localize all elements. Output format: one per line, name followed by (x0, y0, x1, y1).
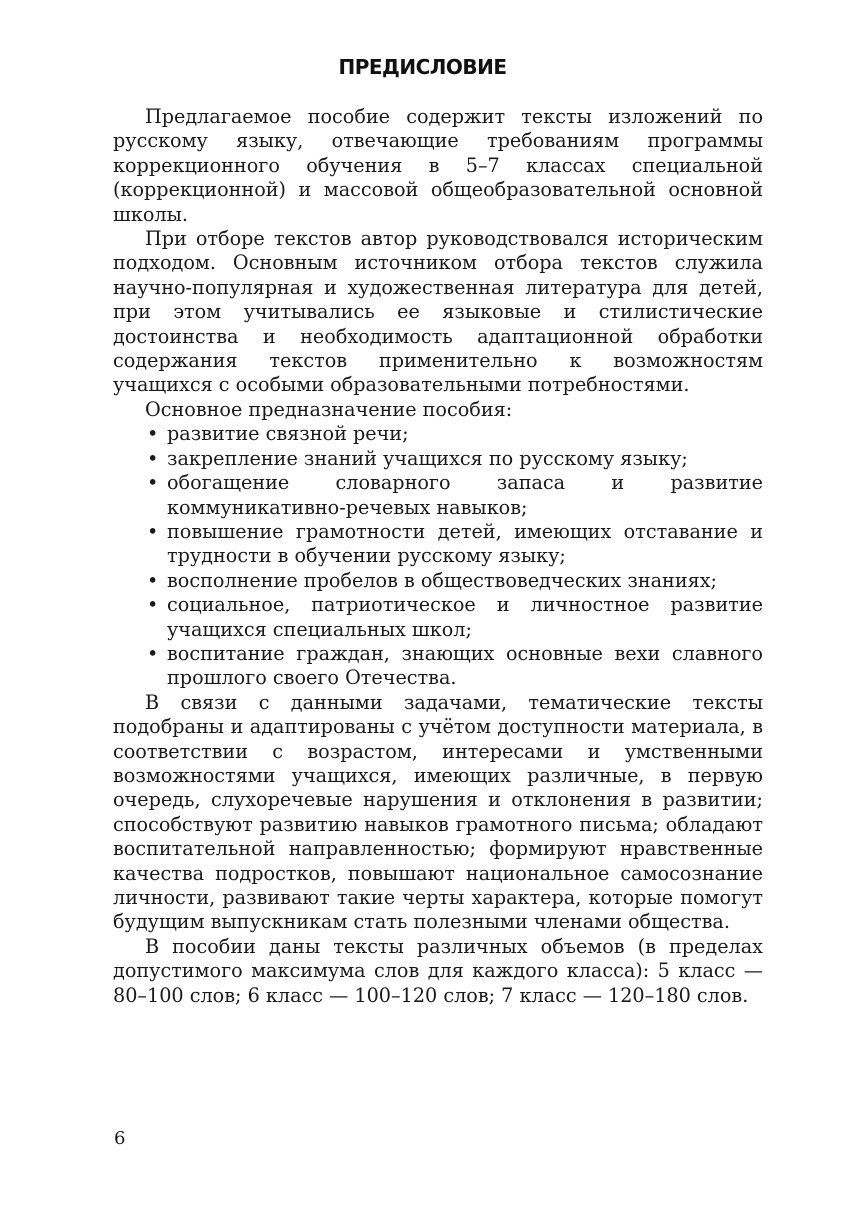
list-item (145, 642, 763, 691)
bullet-icon: • (147, 568, 159, 592)
paragraph-selection: При отборе текстов автор руководствовался историческим подходом. Основным источником отбора текстов служила научно-популярная и художественная литература для детей, при этом учитывались ее языковые и стилистические достоинства и необходимость адаптационной обработки содержания текстов применительно к возможностям учащихся с особыми образовательными потребностями. (113, 227, 763, 397)
document-body (113, 105, 763, 1008)
list-item (145, 593, 763, 642)
bullet-icon: • (147, 422, 159, 446)
list-item-text: закрепление знаний учащихся по русскому языку; (167, 446, 688, 470)
paragraph-adaptation: В связи с данными задачами, тематические тексты подобраны и адаптированы с учётом доступности материала, в соответствии с возрастом, интересами и умственными возможностями учащихся, имеющих различные, в первую очередь, слухоречевые нарушения и отклонения в развитии; способствуют развитию навыков грамотного письма; обладают воспитательной направленностью; формируют нравственные качества подростков, повышают национальное самосознание личности, развивают такие черты характера, которые помогут будущим выпускникам стать полезными членами общества. (113, 690, 763, 934)
paragraph-volumes: В пособии даны тексты различных объемов (в пределах допустимого максимума слов для каждого класса): 5 класс — 80–100 слов; 6 класс — 100–120 слов; 7 класс — 120–180 слов. (113, 934, 763, 1007)
bullet-icon: • (147, 519, 159, 543)
list-item (145, 447, 763, 471)
list-item-text: повышение грамотности детей, имеющих отставание и трудности в обучении русскому языку; (167, 519, 763, 568)
bullet-icon: • (147, 471, 159, 495)
bullet-icon: • (147, 593, 159, 617)
page-number: 6 (114, 1128, 126, 1149)
paragraph-purpose-heading: Основное предназначение пособия: (145, 397, 513, 421)
page-title: ПРЕДИСЛОВИЕ (338, 55, 507, 79)
list-item-text: социальное, патриотическое и личностное развитие учащихся специальных школ; (167, 593, 763, 641)
bullet-icon: • (147, 641, 159, 665)
list-item (145, 471, 763, 520)
list-item (145, 422, 763, 446)
list-item-text: обогащение словарного запаса и развитие коммуникативно-речевых навыков; (167, 471, 763, 519)
list-item-text: воспитание граждан, знающих основные вехи славного прошлого своего Отечества. (167, 641, 763, 690)
list-item-text: развитие связной речи; (167, 422, 409, 446)
list-item (145, 520, 763, 569)
list-item-text: восполнение пробелов в обществоведческих знаниях; (167, 568, 718, 592)
list-item (145, 569, 763, 593)
purpose-list (113, 422, 763, 690)
bullet-icon: • (147, 446, 159, 470)
paragraph-intro: Предлагаемое пособие содержит тексты изложений по русскому языку, отвечающие требованиям программы коррекционного обучения в 5–7 классах специальной (коррекционной) и массовой общеобразовательной основной школы. (113, 105, 763, 226)
